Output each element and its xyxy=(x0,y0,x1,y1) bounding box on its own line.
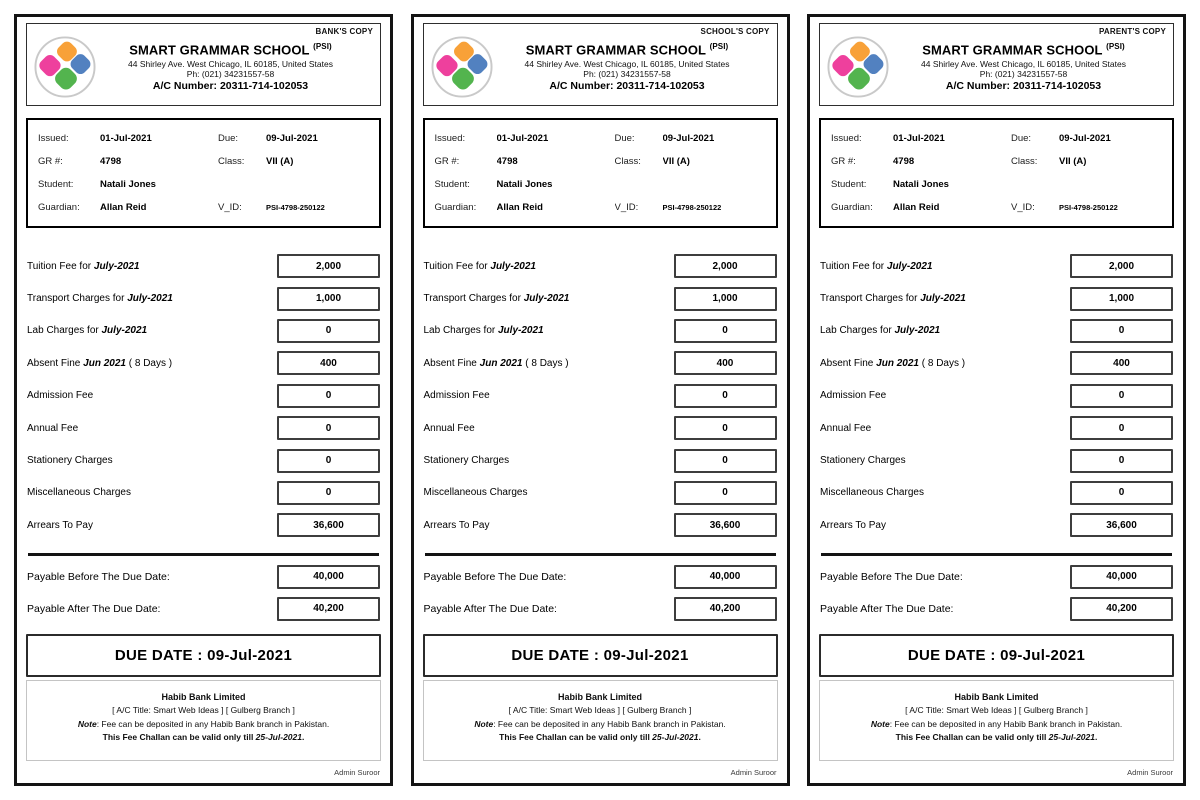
validity-prefix: This Fee Challan can be valid only till xyxy=(499,732,653,743)
fee-label: Annual Fee xyxy=(27,422,79,434)
fee-label: Annual Fee xyxy=(820,422,872,434)
fee-amount-box: 0 xyxy=(1070,416,1173,440)
fee-row xyxy=(819,250,1174,282)
issued-value: 01-Jul-2021 xyxy=(496,133,549,144)
student-label: Student: xyxy=(434,179,470,190)
section-divider xyxy=(28,553,379,556)
class-value: VII (A) xyxy=(662,156,690,167)
fee-amount-box: 1,000 xyxy=(674,287,777,311)
fee-label: Arrears To Pay xyxy=(423,519,490,531)
bank-info-box xyxy=(819,680,1174,761)
fee-amount-box: 0 xyxy=(1070,319,1173,343)
section-divider xyxy=(821,553,1172,556)
gr-label: GR #: xyxy=(434,156,460,167)
fee-label: Absent Fine Jun 2021 ( 8 Days ) xyxy=(423,357,569,369)
vid-label: V_ID: xyxy=(1011,202,1035,213)
issued-value: 01-Jul-2021 xyxy=(100,133,152,144)
validity-suffix: . xyxy=(698,732,701,743)
fee-amount-box: 2,000 xyxy=(674,254,777,278)
fee-label: Transport Charges for July-2021 xyxy=(423,293,570,305)
fee-label: Lab Charges for July-2021 xyxy=(423,325,544,337)
validity-line xyxy=(430,731,771,745)
fee-label: Admission Fee xyxy=(820,390,887,402)
payable-after-row xyxy=(26,593,381,625)
issued-value: 01-Jul-2021 xyxy=(893,133,945,144)
fee-row xyxy=(26,477,381,509)
payable-after-label: Payable After The Due Date: xyxy=(820,602,954,615)
fee-row xyxy=(26,412,381,444)
payable-after-label: Payable After The Due Date: xyxy=(27,602,161,615)
payable-before-label: Payable Before The Due Date: xyxy=(27,570,170,583)
fee-row xyxy=(423,509,778,541)
due-value: 09-Jul-2021 xyxy=(1059,133,1111,144)
payable-summary xyxy=(819,561,1174,625)
issued-label: Issued: xyxy=(434,133,466,144)
fee-label: Tuition Fee for July-2021 xyxy=(820,260,933,272)
student-info-box xyxy=(26,118,381,228)
fee-row xyxy=(819,282,1174,314)
due-date-banner: DUE DATE : 09-Jul-2021 xyxy=(423,634,778,677)
payable-before-amount: 40,000 xyxy=(1070,565,1173,589)
payable-after-row xyxy=(423,593,778,625)
admin-signature: Admin Suroor xyxy=(1127,768,1173,777)
student-value: Natali Jones xyxy=(496,179,553,190)
bank-info-box xyxy=(423,680,778,761)
issued-label: Issued: xyxy=(38,133,69,144)
class-label: Class: xyxy=(614,156,641,167)
due-label: Due: xyxy=(1011,133,1032,144)
fee-row xyxy=(819,380,1174,412)
due-value: 09-Jul-2021 xyxy=(662,133,715,144)
copy-label: SCHOOL'S COPY xyxy=(700,27,770,36)
bank-name: Habib Bank Limited xyxy=(954,691,1039,702)
vid-label: V_ID: xyxy=(614,202,639,213)
payable-after-label: Payable After The Due Date: xyxy=(423,602,557,615)
school-phone: Ph: (021) 34231557-58 xyxy=(583,69,671,80)
fee-label: Stationery Charges xyxy=(423,455,510,467)
fee-label: Lab Charges for July-2021 xyxy=(27,325,148,337)
bank-note xyxy=(826,718,1167,732)
fee-challan xyxy=(14,14,393,786)
fee-amount-box: 0 xyxy=(1070,384,1173,408)
fee-label: Stationery Charges xyxy=(27,455,113,467)
fee-label: Transport Charges for July-2021 xyxy=(820,293,966,305)
payable-before-label: Payable Before The Due Date: xyxy=(423,570,567,583)
gr-label: GR #: xyxy=(831,156,856,167)
fee-row xyxy=(26,250,381,282)
fee-amount-box: 0 xyxy=(277,416,380,440)
copy-label: PARENT'S COPY xyxy=(1098,27,1166,36)
fee-row xyxy=(819,347,1174,379)
fee-label: Arrears To Pay xyxy=(27,519,93,531)
fee-amount-box: 0 xyxy=(277,384,380,408)
fee-amount-box: 0 xyxy=(1070,449,1173,473)
due-label: Due: xyxy=(218,133,239,144)
account-number: A/C Number: 20311-714-102053 xyxy=(945,80,1102,93)
admin-signature: Admin Suroor xyxy=(334,768,380,777)
fee-row xyxy=(423,380,778,412)
school-name-text: SMART GRAMMAR SCHOOL xyxy=(129,42,310,58)
payable-before-amount: 40,000 xyxy=(674,565,777,589)
fee-table xyxy=(423,250,778,542)
bank-account-title: [ A/C Title: Smart Web Ideas ] [ Gulberg Branch ] xyxy=(112,704,295,715)
fee-label: Stationery Charges xyxy=(820,455,906,467)
challan-header xyxy=(819,23,1174,106)
payable-before-row xyxy=(423,561,778,593)
bank-note-text: : Fee can be deposited in any Habib Bank branch in Pakistan. xyxy=(96,718,330,729)
fee-amount-box: 0 xyxy=(277,319,380,343)
due-date-banner: DUE DATE : 09-Jul-2021 xyxy=(819,634,1174,677)
payable-after-amount: 40,200 xyxy=(1070,597,1173,621)
vid-value: PSI-4798-250122 xyxy=(662,203,722,212)
fee-row xyxy=(423,282,778,314)
fee-amount-box: 400 xyxy=(674,351,777,375)
fee-amount-box: 0 xyxy=(1070,481,1173,505)
fee-row xyxy=(819,412,1174,444)
fee-amount-box: 0 xyxy=(674,319,777,343)
guardian-label: Guardian: xyxy=(38,202,80,213)
payable-before-row xyxy=(26,561,381,593)
payable-summary xyxy=(26,561,381,625)
fee-row xyxy=(423,250,778,282)
fee-label: Admission Fee xyxy=(27,390,94,402)
admin-signature: Admin Suroor xyxy=(730,768,777,777)
fee-row xyxy=(26,509,381,541)
fee-amount-box: 0 xyxy=(674,481,777,505)
fee-amount-box: 400 xyxy=(277,351,380,375)
class-label: Class: xyxy=(1011,156,1038,167)
vid-label: V_ID: xyxy=(218,202,242,213)
validity-prefix: This Fee Challan can be valid only till xyxy=(102,732,256,743)
validity-suffix: . xyxy=(1094,732,1098,743)
bank-name: Habib Bank Limited xyxy=(161,691,246,702)
account-number: A/C Number: 20311-714-102053 xyxy=(549,80,705,93)
guardian-value: Allan Reid xyxy=(100,202,147,213)
fee-label: Miscellaneous Charges xyxy=(820,487,924,499)
issued-label: Issued: xyxy=(831,133,862,144)
fee-label: Annual Fee xyxy=(423,422,475,434)
fee-label: Tuition Fee for July-2021 xyxy=(27,260,140,272)
school-name-text: SMART GRAMMAR SCHOOL xyxy=(525,42,706,58)
student-label: Student: xyxy=(38,179,74,190)
student-value: Natali Jones xyxy=(893,179,949,190)
bank-note xyxy=(33,718,374,732)
validity-date: 25-Jul-2021 xyxy=(652,732,699,743)
payable-after-row xyxy=(819,593,1174,625)
fee-challan xyxy=(807,14,1186,786)
fee-amount-box: 0 xyxy=(277,449,380,473)
challan-header xyxy=(26,23,381,106)
fee-row xyxy=(819,444,1174,476)
bank-note-label: Note xyxy=(870,718,890,729)
fee-row xyxy=(26,282,381,314)
fee-label: Absent Fine Jun 2021 ( 8 Days ) xyxy=(27,357,173,369)
fee-amount-box: 0 xyxy=(277,481,380,505)
fee-row xyxy=(26,380,381,412)
fee-amount-box: 36,600 xyxy=(1070,513,1173,537)
school-name-suffix: (PSI) xyxy=(313,41,332,51)
guardian-value: Allan Reid xyxy=(893,202,940,213)
school-address: 44 Shirley Ave. West Chicago, IL 60185, United States xyxy=(128,59,333,70)
fee-table xyxy=(26,250,381,542)
fee-label: Tuition Fee for July-2021 xyxy=(423,260,536,272)
school-logo-icon xyxy=(34,36,96,98)
fee-row xyxy=(423,315,778,347)
fee-challan xyxy=(411,14,790,786)
fee-label: Arrears To Pay xyxy=(820,519,886,531)
due-value: 09-Jul-2021 xyxy=(266,133,318,144)
school-address: 44 Shirley Ave. West Chicago, IL 60185, United States xyxy=(524,59,730,70)
school-name xyxy=(493,42,762,57)
student-info-box xyxy=(423,118,778,228)
fee-amount-box: 2,000 xyxy=(1070,254,1173,278)
challan-header xyxy=(423,23,778,106)
payable-after-amount: 40,200 xyxy=(674,597,777,621)
fee-row xyxy=(423,347,778,379)
payable-before-row xyxy=(819,561,1174,593)
school-name-text: SMART GRAMMAR SCHOOL xyxy=(922,42,1103,58)
fee-label: Admission Fee xyxy=(423,390,490,402)
bank-name: Habib Bank Limited xyxy=(557,691,642,702)
school-logo-icon xyxy=(827,36,889,98)
bank-note-text: : Fee can be deposited in any Habib Bank branch in Pakistan. xyxy=(493,718,726,729)
student-label: Student: xyxy=(831,179,867,190)
school-address: 44 Shirley Ave. West Chicago, IL 60185, United States xyxy=(921,59,1126,70)
fee-label: Absent Fine Jun 2021 ( 8 Days ) xyxy=(820,357,966,369)
student-value: Natali Jones xyxy=(100,179,156,190)
fee-row xyxy=(423,444,778,476)
payable-before-label: Payable Before The Due Date: xyxy=(820,570,963,583)
fee-amount-box: 0 xyxy=(674,449,777,473)
fee-row xyxy=(26,444,381,476)
class-value: VII (A) xyxy=(266,156,294,167)
payable-before-amount: 40,000 xyxy=(277,565,380,589)
class-label: Class: xyxy=(218,156,245,167)
school-logo-icon xyxy=(431,36,493,98)
gr-label: GR #: xyxy=(38,156,63,167)
fee-label: Miscellaneous Charges xyxy=(27,487,131,499)
student-info-box xyxy=(819,118,1174,228)
fee-amount-box: 36,600 xyxy=(277,513,380,537)
fee-row xyxy=(423,477,778,509)
guardian-label: Guardian: xyxy=(434,202,477,213)
school-name xyxy=(889,42,1158,57)
gr-value: 4798 xyxy=(893,156,915,167)
copy-label: BANK'S COPY xyxy=(315,27,373,36)
fee-amount-box: 0 xyxy=(674,384,777,408)
fee-amount-box: 0 xyxy=(674,416,777,440)
fee-row xyxy=(819,509,1174,541)
fee-row xyxy=(26,315,381,347)
bank-account-title: [ A/C Title: Smart Web Ideas ] [ Gulberg Branch ] xyxy=(508,704,692,715)
bank-note-label: Note xyxy=(77,718,97,729)
bank-note-text: : Fee can be deposited in any Habib Bank branch in Pakistan. xyxy=(889,718,1123,729)
fee-row xyxy=(819,315,1174,347)
vid-value: PSI-4798-250122 xyxy=(266,203,325,212)
fee-label: Lab Charges for July-2021 xyxy=(820,325,941,337)
validity-line xyxy=(33,731,374,745)
gr-value: 4798 xyxy=(100,156,122,167)
fee-row xyxy=(423,412,778,444)
class-value: VII (A) xyxy=(1059,156,1087,167)
fee-row xyxy=(26,347,381,379)
bank-note-label: Note xyxy=(474,718,494,729)
vid-value: PSI-4798-250122 xyxy=(1059,203,1118,212)
validity-date: 25-Jul-2021 xyxy=(1048,732,1095,743)
fee-amount-box: 36,600 xyxy=(674,513,777,537)
school-phone: Ph: (021) 34231557-58 xyxy=(979,69,1068,80)
fee-label: Transport Charges for July-2021 xyxy=(27,293,173,305)
fee-amount-box: 400 xyxy=(1070,351,1173,375)
validity-date: 25-Jul-2021 xyxy=(255,732,302,743)
bank-info-box xyxy=(26,680,381,761)
fee-label: Miscellaneous Charges xyxy=(423,487,528,499)
school-name-suffix: (PSI) xyxy=(709,41,729,51)
school-name-suffix: (PSI) xyxy=(1106,41,1125,51)
guardian-value: Allan Reid xyxy=(496,202,543,213)
school-phone: Ph: (021) 34231557-58 xyxy=(186,69,275,80)
fee-amount-box: 1,000 xyxy=(277,287,380,311)
gr-value: 4798 xyxy=(496,156,518,167)
school-name xyxy=(96,42,365,57)
account-number: A/C Number: 20311-714-102053 xyxy=(152,80,309,93)
payable-after-amount: 40,200 xyxy=(277,597,380,621)
due-date-banner: DUE DATE : 09-Jul-2021 xyxy=(26,634,381,677)
fee-table xyxy=(819,250,1174,542)
bank-account-title: [ A/C Title: Smart Web Ideas ] [ Gulberg Branch ] xyxy=(905,704,1088,715)
due-label: Due: xyxy=(614,133,635,144)
guardian-label: Guardian: xyxy=(831,202,873,213)
payable-summary xyxy=(423,561,778,625)
validity-suffix: . xyxy=(301,732,305,743)
fee-amount-box: 1,000 xyxy=(1070,287,1173,311)
section-divider xyxy=(425,553,776,556)
fee-row xyxy=(819,477,1174,509)
fee-amount-box: 2,000 xyxy=(277,254,380,278)
validity-line xyxy=(826,731,1167,745)
validity-prefix: This Fee Challan can be valid only till xyxy=(895,732,1049,743)
bank-note xyxy=(430,718,771,732)
